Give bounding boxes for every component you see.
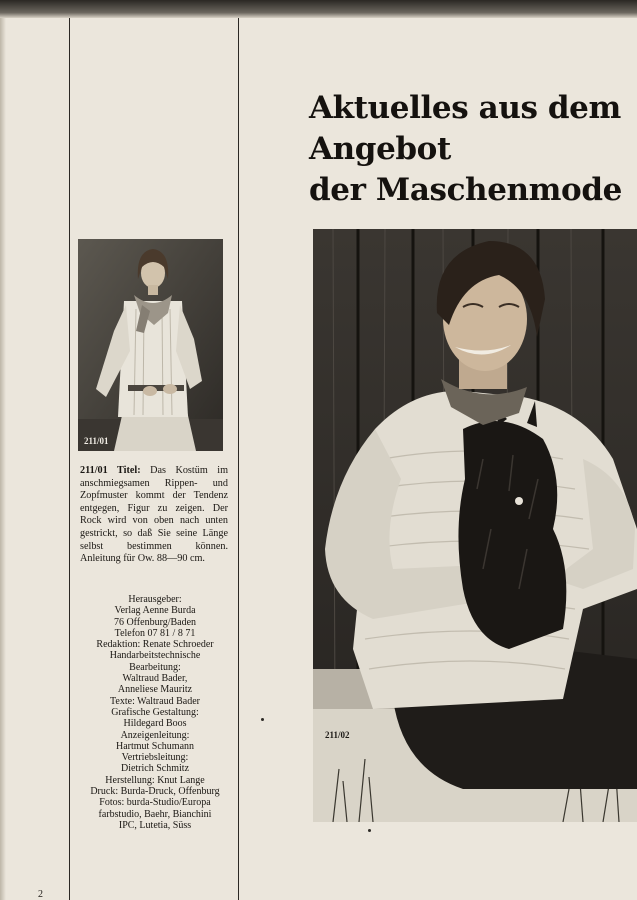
column-rule-right [238,18,239,900]
photo-code-large: 211/02 [325,730,350,740]
headline-line: Aktuelles aus dem [309,90,621,126]
imprint-line: Vertriebsleitung: [121,752,189,764]
print-speck [368,829,371,832]
photo-code-small: 211/01 [84,436,109,446]
imprint-line: Telefon 07 81 / 8 71 [114,627,196,639]
column-rule-left [69,18,70,900]
imprint-line: Bearbeitung: [129,661,181,673]
print-speck [261,718,264,721]
imprint-line: Waltraud Bader, [122,673,188,685]
imprint-line: Herausgeber: [128,594,182,605]
imprint-line: Dietrich Schmitz [120,763,190,775]
imprint-line: Anzeigenleitung: [120,729,190,741]
page-top-edge [0,0,637,18]
imprint-line: Texte: Waltraud Bader [110,695,200,707]
page-headline [309,88,622,211]
imprint-line: Handarbeitstechnische [109,650,201,662]
page-gutter-shadow [0,18,6,900]
imprint-line: Verlag Aenne Burda [114,605,196,617]
imprint-line: Anneliese Mauritz [117,684,193,696]
imprint-line: farbstudio, Baehr, Bianchini [98,808,212,820]
imprint-line: Herstellung: Knut Lange [105,774,205,786]
photo-man-with-dog [313,229,637,822]
imprint-line: Druck: Burda-Druck, Offenburg [90,786,220,798]
imprint-line: 76 Offenburg/Baden [113,616,197,628]
caption-body: Das Kostüm im anschmiegsamen Rippen- und Zopfmuster kommt der Tendenz entgegen, Figur zu zeigen. Der Rock wird von oben nach unten gestrickt, so daß Sie seine Länge selbst bestimmen können. Anleitung für Ow. 88—90 cm. [80,465,228,565]
imprint-line: Hartmut Schumann [115,740,195,752]
headline-line: der Maschenmode [309,172,622,208]
page-number: 2 [38,889,43,900]
imprint [72,594,238,831]
caption-code-title: 211/01 Titel: [80,465,141,476]
caption-text [80,465,228,566]
imprint-line: Hildegard Boos [123,718,187,730]
headline-line: Angebot [309,131,451,167]
imprint-line: Grafische Gestaltung: [111,706,199,718]
imprint-line: IPC, Lutetia, Süss [118,819,192,831]
imprint-line: Fotos: burda-Studio/Europa [99,797,211,809]
imprint-line: Redaktion: Renate Schroeder [96,639,214,651]
photo-knitted-suit [78,239,223,451]
